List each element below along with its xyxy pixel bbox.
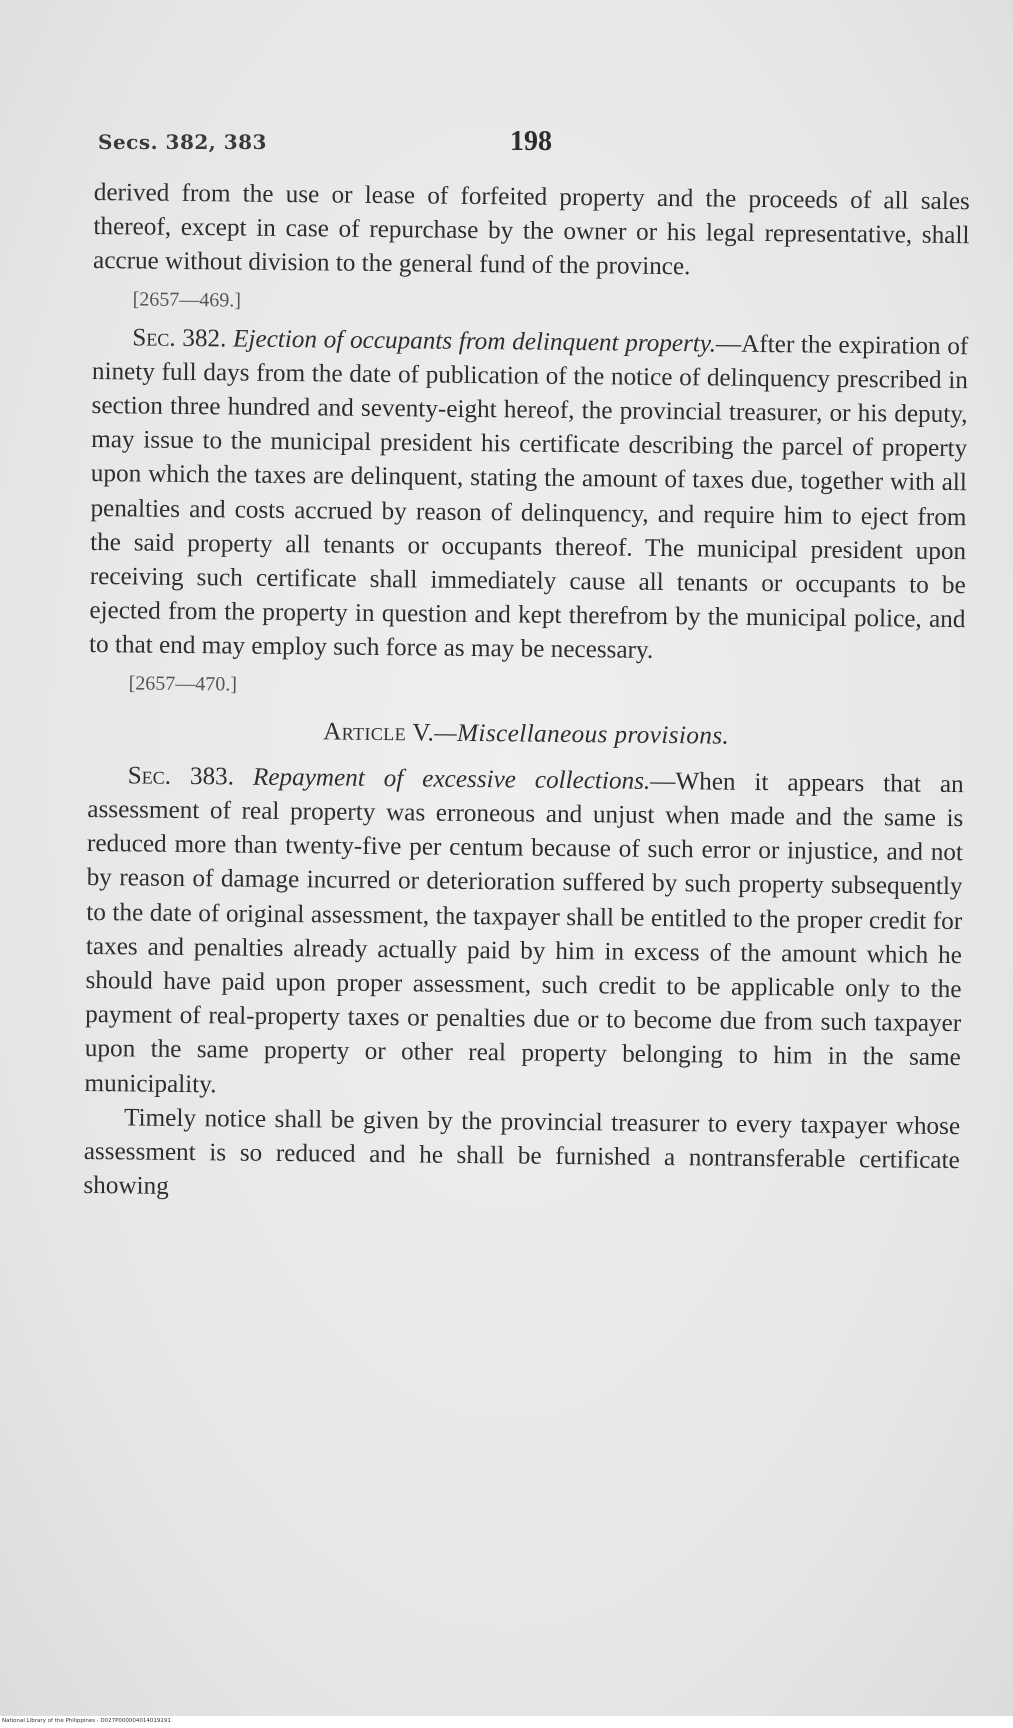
section-382-paragraph (89, 321, 969, 672)
article-heading (88, 713, 964, 756)
section-label: Sec. 383. (127, 762, 235, 791)
section-text: —After the expiration of ninety full days from the date of publication of the notice of delinquency prescribed in section three hundred and seventy-eight hereof, the provincial treasurer, or his deputy, may issue to the municipal president his certificate describing the parcel of property upon which the taxes are delinquent, stating the amount of taxes due, together with all penalties and costs accrued by reason of delinquency, and require him to eject from the said property all tenants or occupants thereof. The municipal president upon receiving such certificate shall immediately cause all tenants or occupants to be ejected from the property in question and kept therefrom by the municipal police, and to that end may employ such force as may be necessary. (88, 330, 969, 665)
section-title: Ejection of occupants from delinquent property. (232, 325, 717, 358)
article-title: —Miscellaneous provisions. (434, 719, 730, 750)
article-label: Article V. (323, 718, 435, 747)
final-paragraph: Timely notice shall be given by the provincial treasurer to every taxpayer whose assessment is so reduced and he shall be furnished a nontransferable certificate showing (83, 1104, 961, 1201)
section-title: Repayment of excessive collections. (252, 763, 651, 795)
citation: [2657—469.] (132, 288, 242, 312)
section-383-paragraph (84, 759, 964, 1110)
citation: [2657—470.] (128, 672, 238, 696)
section-text: —When it appears that an assessment of real property was erroneous and unjust when made and the same is reduced more than twenty-five per centum because of such error or injustice, and not by reason of damage incurred or deterioration suffered by such property subsequently to the date of original assessment, the taxpayer shall be entitled to the proper credit for taxes and penalties already actually paid by him in excess of the amount which he should have paid upon proper assessment, such credit to be applicable only to the payment of real-property taxes or penalties due or to become due from such taxpayer upon the same property or other real property belonging to him in the same municipality. (84, 767, 964, 1099)
library-credit: National Library of the Philippines · D027P000004014019191 (2, 1718, 171, 1724)
continuation-paragraph: derived from the use or lease of forfeited property and the proceeds of all sales thereof, except in case of repurchase by the owner or his legal representative, shall accrue without division to the general fund of the province. (92, 178, 970, 281)
page-body (83, 176, 970, 1213)
section-label: Sec. 382. (132, 324, 227, 353)
page-header (98, 126, 970, 160)
page-number: 198 (510, 126, 552, 157)
section-reference: Secs. 382, 383 (98, 130, 267, 154)
